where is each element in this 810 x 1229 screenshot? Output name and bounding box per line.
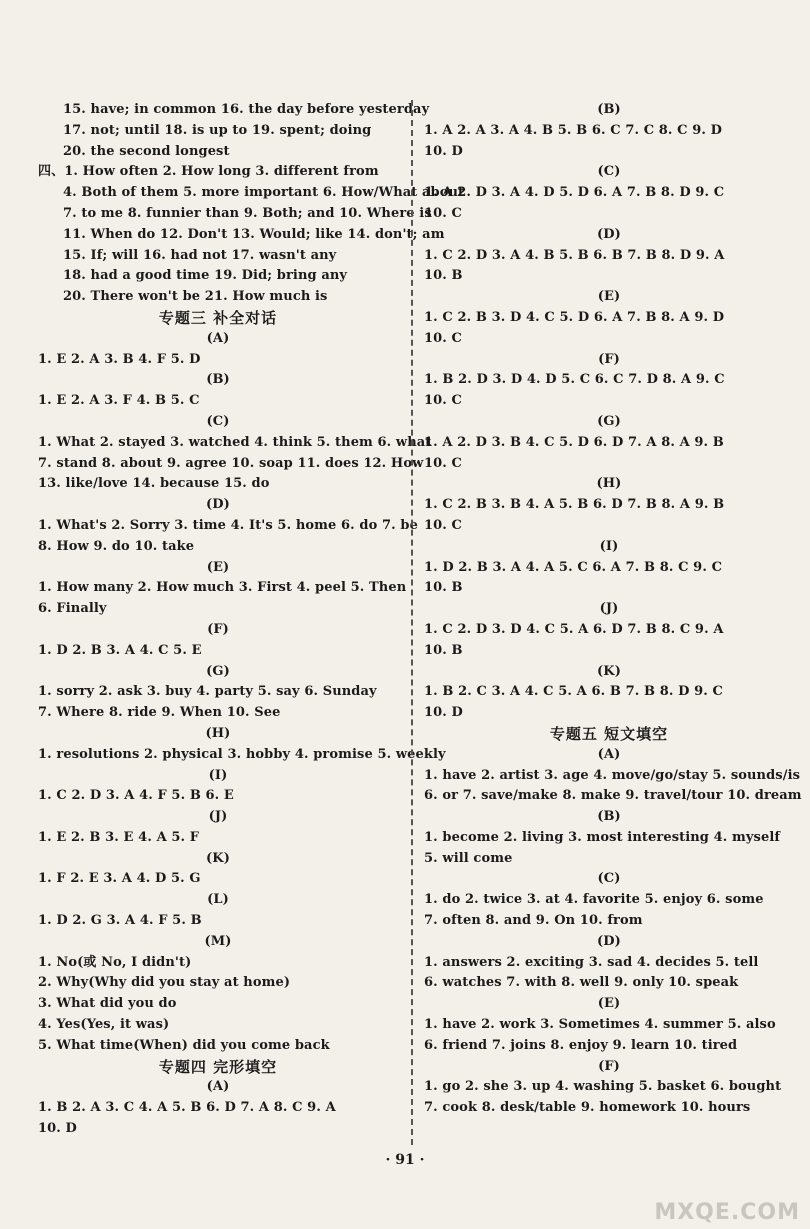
topic-heading: 专题五 短文填空 — [549, 724, 669, 743]
section-label: (A) — [206, 330, 230, 346]
answer-line: 10. D — [424, 705, 463, 721]
section-label: (E) — [597, 996, 621, 1012]
answer-line: 1. sorry 2. ask 3. buy 4. party 5. say 6. Sunday — [38, 684, 377, 700]
section-label: (A) — [206, 1079, 230, 1095]
section-label: (I) — [208, 767, 228, 783]
section-label: (B) — [597, 102, 621, 117]
answer-line: 1. D 2. B 3. A 4. A 5. C 6. A 7. B 8. C 9. C — [424, 559, 723, 575]
section-label: (G) — [206, 663, 230, 679]
answer-line: 1. A 2. D 3. B 4. C 5. D 6. D 7. A 8. A 9. B — [424, 434, 724, 450]
answer-line: 1. D 2. B 3. A 4. C 5. E — [38, 642, 202, 658]
answer-line: 1. B 2. C 3. A 4. C 5. A 6. B 7. B 8. D 9. C — [424, 684, 723, 700]
section-label: (D) — [206, 497, 230, 513]
answer-line: 7. stand 8. about 9. agree 10. soap 11. does 12. How — [38, 455, 424, 471]
answer-line: 1. C 2. D 3. A 4. B 5. B 6. B 7. B 8. D 9. A — [424, 247, 725, 263]
section-label: (C) — [597, 164, 621, 180]
answer-line: 10. D — [424, 143, 463, 159]
answer-line: 5. What time(When) did you come back — [38, 1037, 330, 1053]
page-number: · 91 · — [385, 1152, 425, 1168]
section-label: (L) — [207, 892, 229, 908]
answer-line: 7. to me 8. funnier than 9. Both; and 10. Where is — [63, 205, 432, 221]
answer-line: 1. B 2. D 3. D 4. D 5. C 6. C 7. D 8. A 9. C — [424, 372, 725, 388]
answer-line: 7. cook 8. desk/table 9. homework 10. hours — [424, 1100, 751, 1116]
answer-line: 5. will come — [424, 850, 513, 866]
answer-line: 1. answers 2. exciting 3. sad 4. decides 5. tell — [424, 954, 759, 970]
answer-line: 10. C — [424, 393, 462, 409]
answer-line: 10. C — [424, 205, 462, 221]
answer-line: 4. Yes(Yes, it was) — [38, 1017, 170, 1033]
section-label: (I) — [599, 538, 619, 554]
section-label: (D) — [597, 933, 621, 949]
answer-line: 10. B — [424, 268, 463, 284]
answer-line: 6. Finally — [38, 601, 107, 617]
answer-line: 7. Where 8. ride 9. When 10. See — [38, 705, 281, 721]
answer-line: 10. C — [424, 517, 462, 533]
answer-line: 1. B 2. A 3. C 4. A 5. B 6. D 7. A 8. C 9. A — [38, 1100, 336, 1116]
answer-line: 10. C — [424, 330, 462, 346]
answer-line: 1. have 2. artist 3. age 4. move/go/stay 5. sounds/is — [424, 767, 801, 783]
right-column — [424, 100, 802, 1119]
answer-line: 4. Both of them 5. more important 6. How/What about — [63, 185, 465, 201]
section-label: (F) — [598, 351, 620, 367]
section-label: (A) — [597, 746, 621, 762]
answer-line: 1. What's 2. Sorry 3. time 4. It's 5. home 6. do 7. be — [38, 517, 418, 533]
section-label: (E) — [597, 289, 621, 305]
section-label: (B) — [206, 372, 230, 388]
section-label: (J) — [599, 601, 619, 617]
answer-line: 15. If; will 16. had not 17. wasn't any — [63, 247, 337, 263]
topic-heading: 专题四 完形填空 — [158, 1057, 278, 1076]
answer-line: 1. resolutions 2. physical 3. hobby 4. promise 5. weekly — [38, 746, 446, 762]
section-label: (H) — [596, 476, 622, 492]
topic-heading: 专题三 补全对话 — [158, 308, 278, 327]
answer-line: 1. E 2. B 3. E 4. A 5. F — [38, 829, 200, 845]
answer-line: 1. F 2. E 3. A 4. D 5. G — [38, 871, 201, 887]
section-label: (D) — [597, 226, 621, 242]
section-label: (H) — [205, 725, 231, 741]
answer-line: 6. friend 7. joins 8. enjoy 9. learn 10. tired — [424, 1037, 738, 1053]
answer-line: 1. What 2. stayed 3. watched 4. think 5. them 6. what — [38, 434, 432, 450]
answer-line: 6. or 7. save/make 8. make 9. travel/tour 10. dream — [424, 788, 802, 804]
answer-line: 10. B — [424, 580, 463, 596]
answer-line: 1. C 2. D 3. D 4. C 5. A 6. D 7. B 8. C 9. A — [424, 621, 724, 637]
answer-line: 10. B — [424, 642, 463, 658]
answer-line: 7. often 8. and 9. On 10. from — [424, 913, 643, 929]
answer-line: 1. go 2. she 3. up 4. washing 5. basket 6. bought — [424, 1079, 782, 1095]
answer-line: 10. D — [38, 1121, 77, 1137]
answer-line: 2. Why(Why did you stay at home) — [38, 975, 291, 991]
answer-line: 1. A 2. A 3. A 4. B 5. B 6. C 7. C 8. C 9. D — [424, 122, 723, 138]
answer-line: 3. What did you do — [38, 996, 177, 1012]
column-divider — [411, 100, 413, 1145]
answer-line: 1. do 2. twice 3. at 4. favorite 5. enjoy 6. some — [424, 892, 764, 908]
answer-line: 17. not; until 18. is up to 19. spent; doing — [63, 122, 372, 138]
answer-line: 18. had a good time 19. Did; bring any — [63, 268, 348, 284]
answer-line: 11. When do 12. Don't 13. Would; like 14. don't; am — [63, 226, 445, 242]
answer-line: 8. How 9. do 10. take — [38, 538, 195, 554]
answer-line: 四、1. How often 2. How long 3. different from — [38, 164, 379, 180]
answer-line: 6. watches 7. with 8. well 9. only 10. speak — [424, 975, 739, 991]
answer-line: 1. How many 2. How much 3. First 4. peel 5. Then — [38, 580, 407, 596]
answer-line: 1. E 2. A 3. B 4. F 5. D — [38, 351, 201, 367]
answer-line: 1. become 2. living 3. most interesting 4. myself — [424, 829, 781, 845]
section-label: (J) — [208, 809, 228, 825]
answer-line: 1. A 2. D 3. A 4. D 5. D 6. A 7. B 8. D 9. C — [424, 185, 725, 201]
section-label: (G) — [597, 413, 621, 429]
answer-line: 1. C 2. B 3. D 4. C 5. D 6. A 7. B 8. A 9. D — [424, 309, 725, 325]
section-label: (B) — [597, 809, 621, 825]
section-label: (C) — [206, 413, 230, 429]
answer-line: 20. There won't be 21. How much is — [63, 289, 328, 305]
section-label: (M) — [204, 933, 232, 949]
watermark: MXQE.COM — [654, 1200, 800, 1225]
answer-line: 1. C 2. D 3. A 4. F 5. B 6. E — [38, 788, 234, 804]
answer-line: 15. have; in common 16. the day before yesterday — [63, 102, 430, 117]
answer-line: 20. the second longest — [63, 143, 230, 159]
section-label: (C) — [597, 871, 621, 887]
answer-line: 1. have 2. work 3. Sometimes 4. summer 5. also — [424, 1017, 776, 1033]
answer-line: 1. C 2. B 3. B 4. A 5. B 6. D 7. B 8. A 9. B — [424, 497, 725, 513]
section-label: (F) — [207, 621, 229, 637]
answer-line: 1. D 2. G 3. A 4. F 5. B — [38, 913, 202, 929]
section-label: (E) — [206, 559, 230, 575]
answer-line: 1. E 2. A 3. F 4. B 5. C — [38, 393, 200, 409]
answer-line: 13. like/love 14. because 15. do — [38, 476, 270, 492]
section-label: (K) — [206, 850, 230, 866]
answer-line: 10. C — [424, 455, 462, 471]
section-label: (K) — [597, 663, 621, 679]
answer-line: 1. No(或 No, I didn't) — [38, 954, 192, 970]
section-label: (F) — [598, 1058, 620, 1074]
